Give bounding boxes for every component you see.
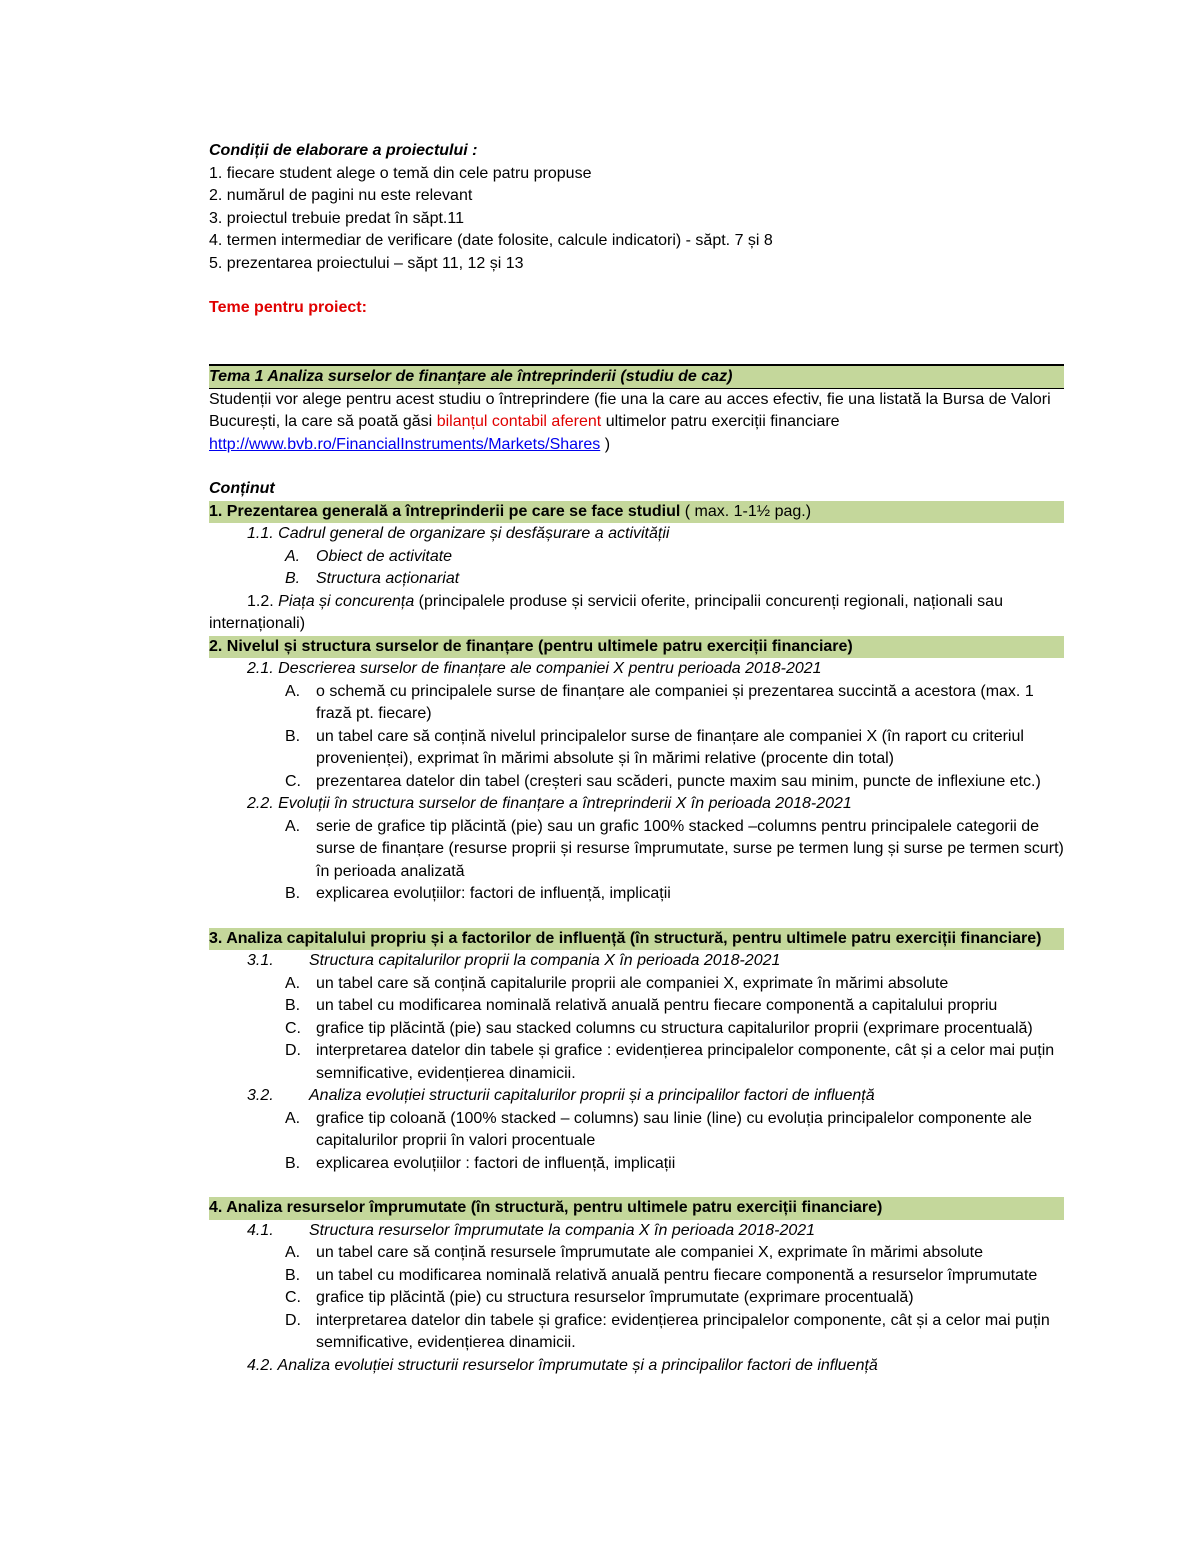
tema1-link-line: http://www.bvb.ro/FinancialInstruments/Markets/Shares ) bbox=[209, 435, 611, 453]
list-item: A. o schemă cu principalele surse de finanțare ale companiei și prezentarea succintă a acestora (max. 1 frază pt. fiecare) bbox=[285, 682, 1034, 722]
subsection-3-2: 3.2. Analiza evoluției structurii capitalurilor proprii și a principalilor factori de influență bbox=[247, 1087, 875, 1104]
condition-item: 3. proiectul trebuie predat în săpt.11 bbox=[209, 209, 464, 227]
bvb-shares-link[interactable]: http://www.bvb.ro/FinancialInstruments/Markets/Shares bbox=[209, 435, 601, 453]
subsection-2-2: 2.2. Evoluții în structura surselor de finanțare a întreprinderii X în perioada 2018-2021 bbox=[247, 795, 852, 812]
conditions-title: Condiții de elaborare a proiectului : bbox=[209, 142, 478, 159]
list-item: C. prezentarea datelor din tabel (creșteri sau scăderi, puncte maxim sau minim, puncte de inflexiune etc.) bbox=[285, 772, 1041, 790]
list-item: B. explicarea evoluțiilor : factori de influență, implicații bbox=[285, 1154, 676, 1172]
subsection-1-2-cont: internaționali) bbox=[209, 615, 306, 632]
subsection-1-1: 1.1. Cadrul general de organizare și desfășurare a activității bbox=[247, 525, 670, 542]
list-item: A. un tabel care să conțină resursele împrumutate ale companiei X, exprimate în mărimi absolute bbox=[285, 1244, 983, 1261]
section3-header: 3. Analiza capitalului propriu și a factorilor de influență (în structură, pentru ultimele patru exerciții financiare) bbox=[209, 928, 1064, 951]
subsection-4-1: 4.1. Structura resurselor împrumutate la compania X în perioada 2018-2021 bbox=[247, 1221, 816, 1239]
section1-header: 1. Prezentarea generală a întreprinderii pe care se face studiul ( max. 1-1½ pag.) bbox=[209, 501, 1064, 524]
list-item: C. grafice tip plăcintă (pie) cu structura resurselor împrumutate (exprimare procentuală) bbox=[285, 1289, 914, 1306]
tema1-header: Tema 1 Analiza surselor de finanțare ale întreprinderii (studiu de caz) bbox=[209, 364, 1064, 389]
condition-item: 1. fiecare student alege o temă din cele patru propuse bbox=[209, 164, 592, 182]
document-page bbox=[209, 140, 1064, 1377]
subsection-4-2: 4.2. Analiza evoluției structurii resurselor împrumutate și a principalilor factori de influență bbox=[247, 1356, 878, 1374]
list-item: B. un tabel care să conțină nivelul principalelor surse de finanțare ale companiei X (în raport cu criteriul provenienței), exprimat în mărimi absolute și în mărimi relative (procente din total) bbox=[285, 727, 1024, 767]
list-item: A. serie de grafice tip plăcintă (pie) sau un grafic 100% stacked –columns pentru principalele categorii de surse de finanțare (resurse proprii și resurse împrumutate, surse pe termen lung și surse pe termen scurt) în perioada analizată bbox=[285, 817, 1064, 880]
subsection-2-1: 2.1. Descrierea surselor de finanțare ale companiei X pentru perioada 2018-2021 bbox=[247, 660, 822, 677]
content-title: Conținut bbox=[209, 480, 275, 497]
subsection-3-1: 3.1. Structura capitalurilor proprii la compania X în perioada 2018-2021 bbox=[247, 952, 781, 969]
list-item: C. grafice tip plăcintă (pie) sau stacked columns cu structura capitalurilor proprii (exprimare procentuală) bbox=[285, 1019, 1033, 1037]
list-item: A. un tabel care să conțină capitalurile proprii ale companiei X, exprimate în mărimi absolute bbox=[285, 974, 949, 992]
list-item: B. Structura acționariat bbox=[285, 570, 460, 587]
section4-header: 4. Analiza resurselor împrumutate (în structură, pentru ultimele patru exerciții financiare) bbox=[209, 1197, 1064, 1220]
list-item: B. un tabel cu modificarea nominală relativă anuală pentru fiecare componentă a capitalului propriu bbox=[285, 997, 998, 1014]
condition-item: 5. prezentarea proiectului – săpt 11, 12 și 13 bbox=[209, 254, 524, 272]
list-item: B. explicarea evoluțiilor: factori de influență, implicații bbox=[285, 885, 671, 902]
list-item: D. interpretarea datelor din tabele și grafice: evidențierea principalelor componente, cât și a celor mai puțin semnificative, evidențierea dinamicii. bbox=[285, 1311, 1050, 1351]
list-item: B. un tabel cu modificarea nominală relativă anuală pentru fiecare componentă a resurselor împrumutate bbox=[285, 1266, 1038, 1284]
condition-item: 2. numărul de pagini nu este relevant bbox=[209, 187, 473, 204]
topics-title: Teme pentru proiect: bbox=[209, 299, 367, 316]
list-item: A. grafice tip coloană (100% stacked – columns) sau linie (line) cu evoluția principalelor componente ale capitalurilor proprii în valori procentuale bbox=[285, 1109, 1032, 1149]
subsection-1-2: 1.2. Piața și concurența (principalele produse și servicii oferite, principalii concurenți regionali, naționali sau bbox=[247, 592, 1003, 610]
tema1-intro: Studenții vor alege pentru acest studiu o întreprindere (fie una la care au acces efectiv, fie una listată la Bursa de Valori București, la care să poată găsi bilanțul contabil aferent ultimelor patru exerciții financiare bbox=[209, 390, 1051, 430]
condition-item: 4. termen intermediar de verificare (date folosite, calcule indicatori) - săpt. 7 și 8 bbox=[209, 232, 773, 249]
section2-header: 2. Nivelul și structura surselor de finanțare (pentru ultimele patru exerciții financiare) bbox=[209, 636, 1064, 659]
list-item: A. Obiect de activitate bbox=[285, 547, 453, 565]
highlight-balance-sheet: bilanțul contabil aferent bbox=[436, 413, 602, 430]
list-item: D. interpretarea datelor din tabele și grafice : evidențierea principalelor componente, cât și a celor mai puțin semnificative, evidențierea dinamicii. bbox=[285, 1042, 1055, 1082]
